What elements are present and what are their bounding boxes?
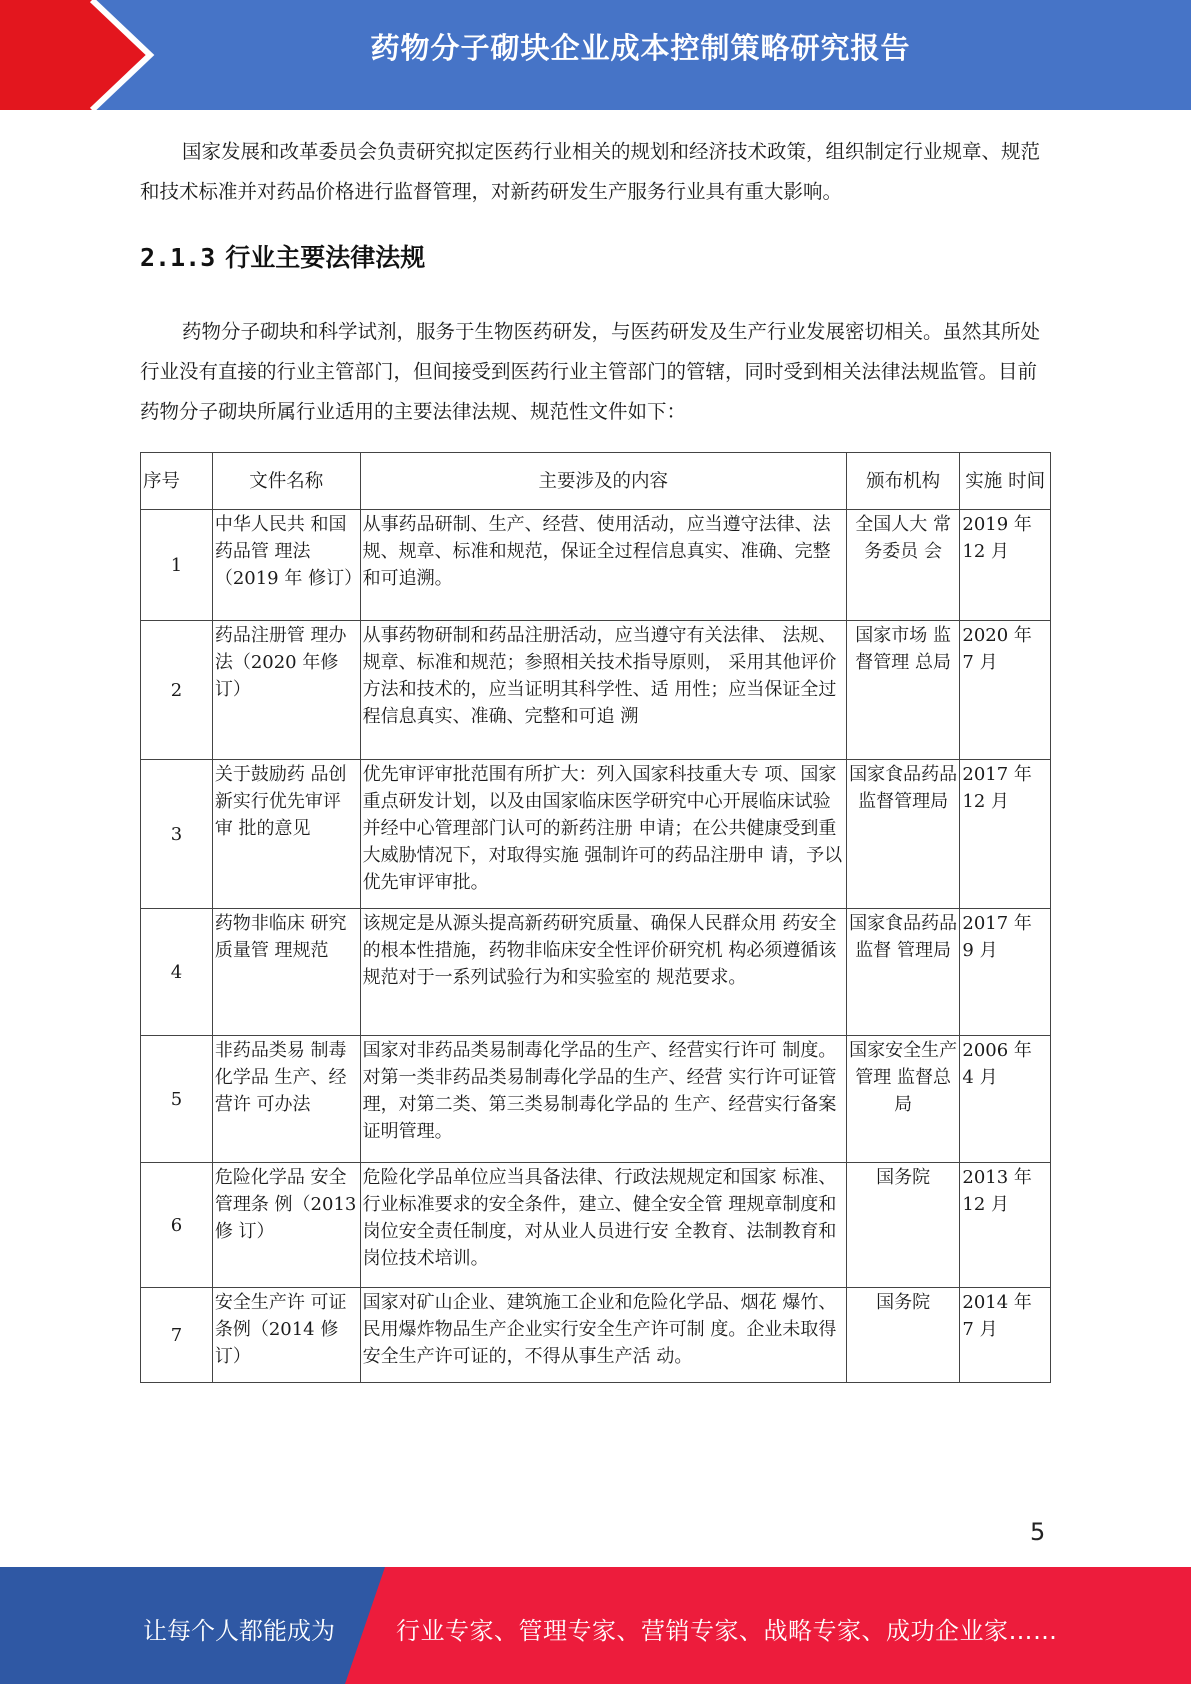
header-content: 主要涉及的内容: [360, 453, 846, 510]
cell-issuer: 全国人大 常务委员 会: [846, 510, 959, 621]
cell-name: 安全生产许 可证条例（2014 修订）: [212, 1288, 360, 1383]
cell-name: 药物非临床 研究质量管 理规范: [212, 909, 360, 1036]
header-date: 实施 时间: [960, 453, 1051, 510]
cell-name: 非药品类易 制毒化学品 生产、经营许 可办法: [212, 1036, 360, 1163]
footer-slogan-right: 行业专家、管理专家、营销专家、战略专家、成功企业家……: [396, 1617, 1058, 1645]
cell-content: 危险化学品单位应当具备法律、行政法规规定和国家 标准、行业标准要求的安全条件，建立、健全安全管 理规章制度和岗位安全责任制度，对从业人员进行安 全教育、法制教育和岗位技术培训。: [360, 1163, 846, 1288]
table-row: [141, 909, 1051, 1036]
intro-paragraph: 国家发展和改革委员会负责研究拟定医药行业相关的规划和经济技术政策，组织制定行业规章、规范和技术标准并对药品价格进行监督管理，对新药研发生产服务行业具有重大影响。: [140, 140, 1041, 203]
cell-seq: 6: [141, 1163, 213, 1288]
cell-name: 中华人民共 和国药品管 理法（2019 年 修订）: [212, 510, 360, 621]
cell-content: 国家对非药品类易制毒化学品的生产、经营实行许可 制度。对第一类非药品类易制毒化学品的生产、经营 实行许可证管理，对第二类、第三类易制毒化学品的 生产、经营实行备案证明管理。: [360, 1036, 846, 1163]
page-footer: [0, 1567, 1191, 1684]
report-title: 药物分子砌块企业成本控制策略研究报告: [370, 31, 911, 65]
cell-date: 2014 年 7 月: [960, 1288, 1051, 1383]
cell-issuer: 国务院: [846, 1288, 959, 1383]
cell-seq: 4: [141, 909, 213, 1036]
table-row: [141, 510, 1051, 621]
cell-seq: 7: [141, 1288, 213, 1383]
cell-issuer: 国家安全生产管理 监督总局: [846, 1036, 959, 1163]
red-arrow-shape: [0, 0, 150, 110]
cell-name: 药品注册管 理办法（2020 年修订）: [212, 621, 360, 760]
cell-content: 优先审评审批范围有所扩大：列入国家科技重大专 项、国家重点研发计划，以及由国家临床医学研究中心开展临床试验并经中心管理部门认可的新药注册 申请；在公共健康受到重大威胁情况下，对取得实施 强制许可的药品注册申 请，予以优先审评审批。: [360, 760, 846, 909]
cell-date: 2006 年 4 月: [960, 1036, 1051, 1163]
laws-table: [140, 452, 1051, 1383]
cell-seq: 5: [141, 1036, 213, 1163]
cell-date: 2017 年 12 月: [960, 760, 1051, 909]
table-row: [141, 760, 1051, 909]
section-heading: [140, 238, 425, 274]
cell-name: 危险化学品 安全管理条 例（2013 修 订）: [212, 1163, 360, 1288]
footer-slogan-left: 让每个人都能成为: [143, 1617, 335, 1645]
section-number: 2.1.3: [140, 243, 216, 272]
cell-date: 2020 年 7 月: [960, 621, 1051, 760]
cell-seq: 1: [141, 510, 213, 621]
table-header-row: [141, 453, 1051, 510]
page-header: [0, 0, 1191, 110]
cell-issuer: 国家市场 监督管理 总局: [846, 621, 959, 760]
header-issuer: 颁布机构: [846, 453, 959, 510]
table-row: [141, 1163, 1051, 1288]
cell-content: 该规定是从源头提高新药研究质量、确保人民群众用 药安全的根本性措施，药物非临床安全性评价研究机 构必须遵循该规范对于一系列试验行为和实验室的 规范要求。: [360, 909, 846, 1036]
table-row: [141, 1288, 1051, 1383]
table-row: [141, 621, 1051, 760]
cell-seq: 2: [141, 621, 213, 760]
cell-date: 2013 年 12 月: [960, 1163, 1051, 1288]
cell-content: 国家对矿山企业、建筑施工企业和危险化学品、烟花 爆竹、民用爆炸物品生产企业实行安全生产许可制 度。企业未取得安全生产许可证的，不得从事生产活 动。: [360, 1288, 846, 1383]
cell-content: 从事药品研制、生产、经营、使用活动，应当遵守法律、法规、规章、标准和规范，保证全过程信息真实、准确、完整和可追溯。: [360, 510, 846, 621]
section-title-text: 行业主要法律法规: [225, 243, 426, 272]
page-number: 5: [1030, 1518, 1046, 1546]
cell-date: 2019 年 12 月: [960, 510, 1051, 621]
cell-issuer: 国家食品药品监督 管理局: [846, 909, 959, 1036]
cell-name: 关于鼓励药 品创新实行优先审评审 批的意见: [212, 760, 360, 909]
section-paragraph: 药物分子砌块和科学试剂，服务于生物医药研发，与医药研发及生产行业发展密切相关。虽然其所处行业没有直接的行业主管部门，但间接受到医药行业主管部门的管辖，同时受到相关法律法规监管。目前药物分子砌块所属行业适用的主要法律法规、规范性文件如下：: [140, 320, 1041, 423]
table-row: [141, 1036, 1051, 1163]
cell-date: 2017 年 9 月: [960, 909, 1051, 1036]
cell-issuer: 国家食品药品监督管理局: [846, 760, 959, 909]
cell-content: 从事药物研制和药品注册活动，应当遵守有关法律、 法规、规章、标准和规范；参照相关技术指导原则， 采用其他评价方法和技术的，应当证明其科学性、适 用性；应当保证全过程信息真实、准确、完整和可追 溯: [360, 621, 846, 760]
header-name: 文件名称: [212, 453, 360, 510]
cell-seq: 3: [141, 760, 213, 909]
header-seq: 序号: [141, 453, 213, 510]
cell-issuer: 国务院: [846, 1163, 959, 1288]
